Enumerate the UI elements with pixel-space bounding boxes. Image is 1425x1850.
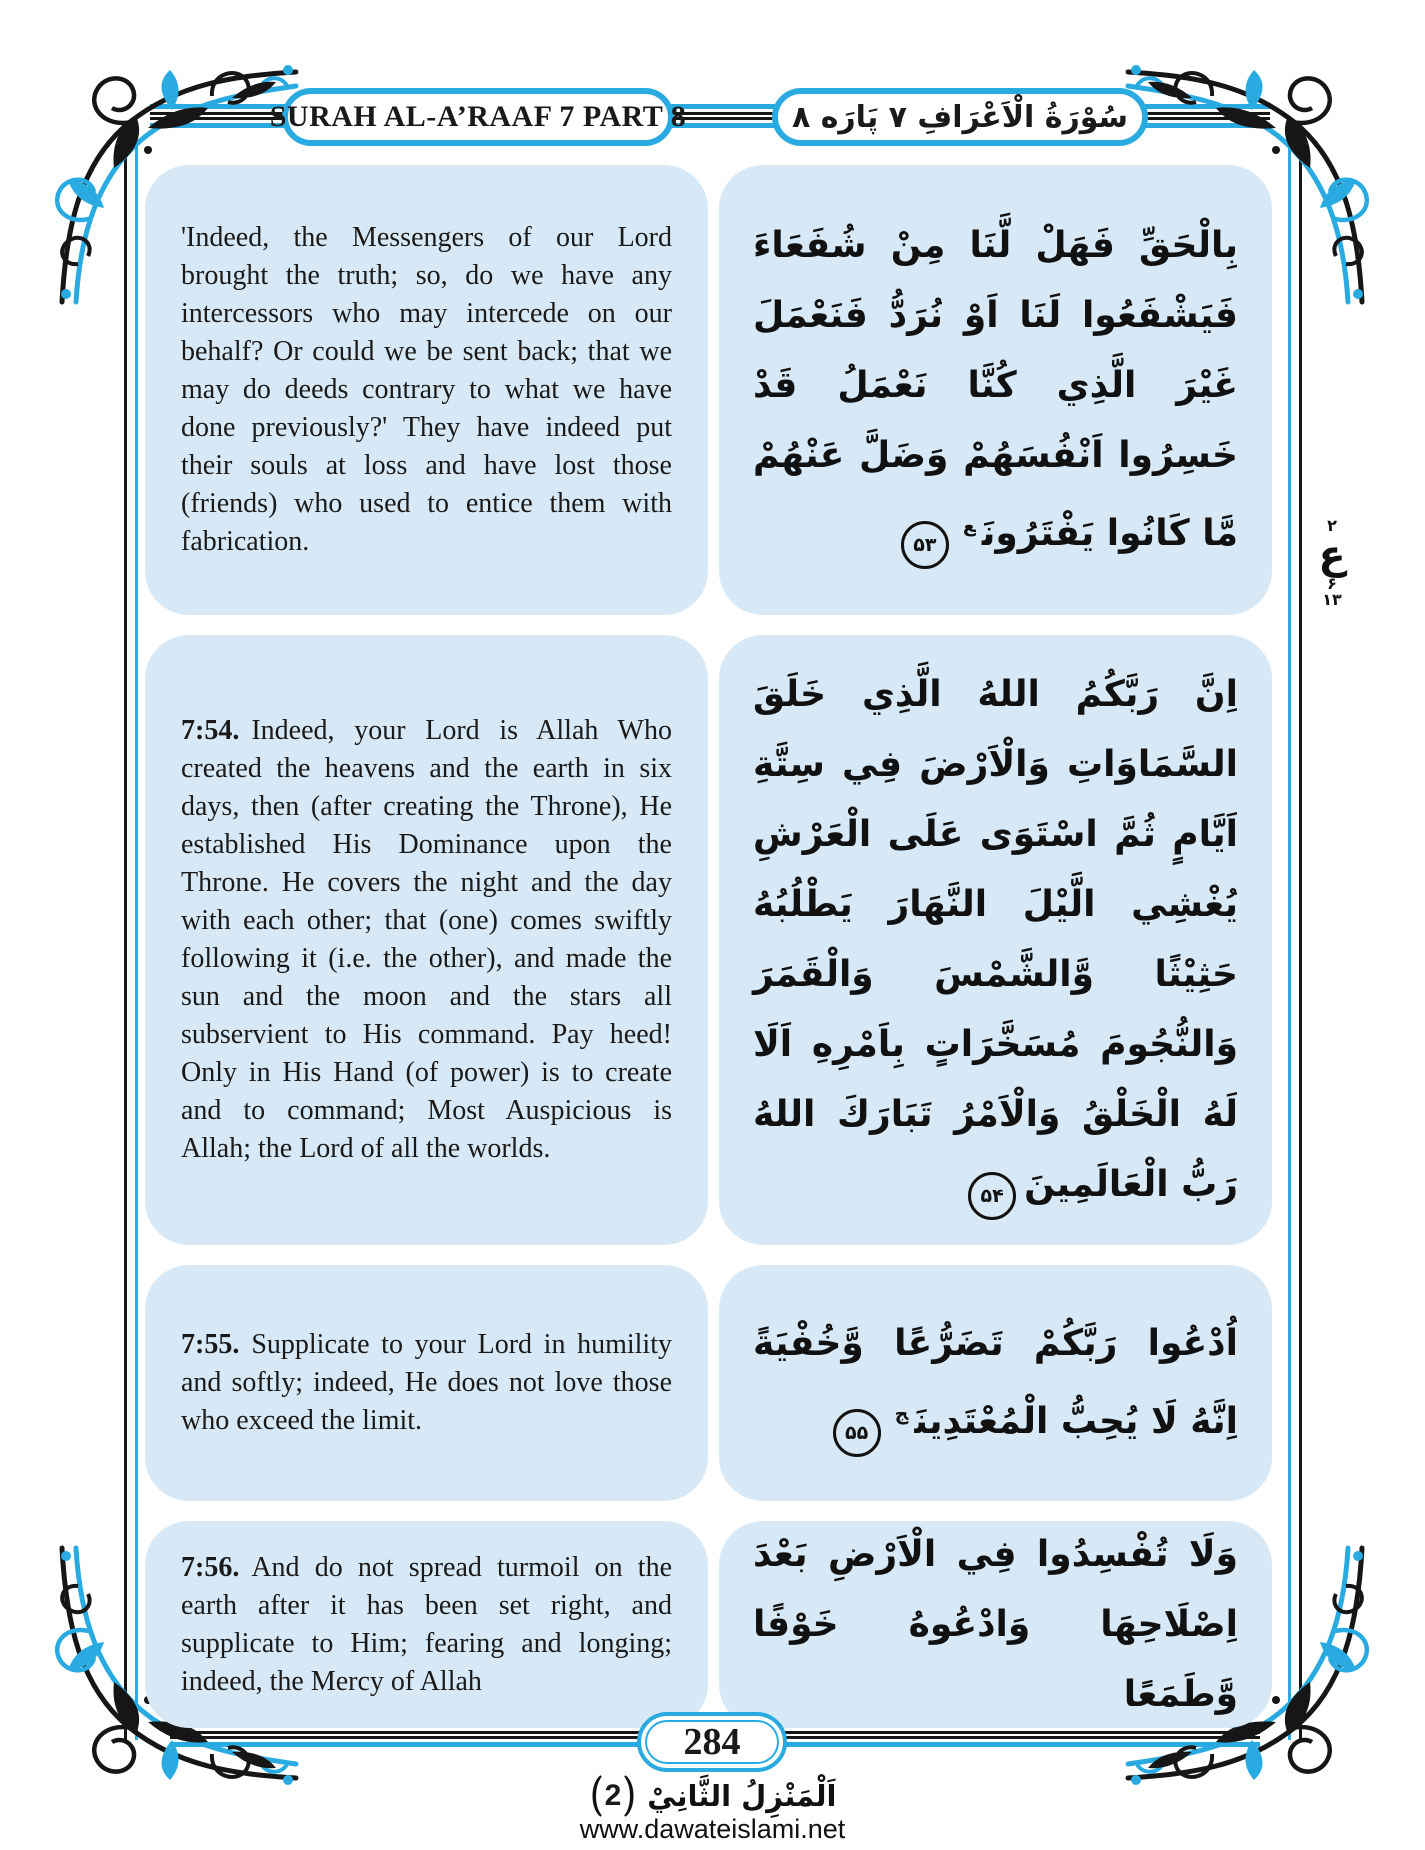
manzil-line (0, 1774, 1425, 1818)
translation-text: 7:56. And do not spread turmoil on the earth after it has been set right, and supplicate to Him; fearing and longing; indeed, the Mercy of Allah (181, 1551, 672, 1697)
arabic-verse-text: اِنَّ رَبَّكُمُ اللهُ الَّذِي خَلَقَ السَّمَاوَاتِ وَالْاَرْضَ فِي سِتَّةِ اَيَّامٍ ثُمَّ اسْتَوَى عَلَى الْعَرْشِ يُغْشِي الَّيْلَ النَّهَارَ يَطْلُبُهُ حَثِيْثًا وَّالشَّمْسَ وَالْقَمَرَ وَالنُّجُومَ مُسَخَّرَاتٍ بِاَمْرِهِ اَلَا لَهُ الْخَلْقُ وَالْاَمْرُ تَبَارَكَ اللهُ رَبُّ الْعَالَمِينَ۵۴ (753, 660, 1238, 1221)
ruku-margin-marker (1306, 518, 1358, 608)
translation-block (145, 165, 708, 615)
manzil-number: 2 (604, 1779, 622, 1812)
verse-grid (145, 165, 1272, 1728)
ayah-end-medallion: ۵۳ (901, 521, 949, 569)
left-frame-line-outer (124, 140, 127, 1740)
manzil-title-arabic: اَلْمَنْزِلُ الثَّانِيْ (647, 1779, 837, 1813)
page-number-pill (637, 1712, 787, 1772)
right-frame-line-outer (1299, 140, 1302, 1740)
right-frame-line-inner (1288, 140, 1291, 1740)
verse-number: 7:54. (181, 715, 240, 746)
ain-ruku-icon: ع (1318, 532, 1346, 578)
header-title-english (269, 88, 687, 146)
surah-title-arabic: سُوْرَةُ الْاَعْرَافِ ٧ پَارَه ٨ (791, 99, 1129, 135)
translation-text: 7:54. Indeed, your Lord is Allah Who created the heavens and the earth in six days, then (after creating the Throne), He established His Dominance upon the Throne. He covers the night and the day with each other; that (one) comes swiftly following it (i.e. the other), and made the sun and the moon and the stars all subservient to His command. Pay heed! Only in His Hand (of power) is to create and to command; Most Auspicious is Allah; the Lord of all the worlds. (181, 715, 672, 1164)
translation-text: 'Indeed, the Messengers of our Lord brought the truth; so, do we have any intercessors who may intercede on our behalf? Or could we be sent back; that we may do deeds contrary to what we have done previously?' They have indeed put their souls at loss and have lost those (friends) who used to entice them with fabrication. (181, 222, 672, 557)
ayah-end-medallion: ۵۴ (968, 1172, 1016, 1220)
translation-block (145, 635, 708, 1245)
header-title-arabic (772, 88, 1148, 146)
verse-number: 7:55. (181, 1329, 240, 1360)
arabic-verse-text: بِالْحَقِّ فَهَلْ لَّنَا مِنْ شُفَعَاءَ فَيَشْفَعُوا لَنَا اَوْ نُرَدُّ فَنَعْمَلَ غَيْرَ الَّذِي كُنَّا نَعْمَلُ قَدْ خَسِرُوا اَنْفُسَهُمْ وَضَلَّ عَنْهُمْ مَّا كَانُوا يَفْتَرُونَ$^ع$۵۳ (753, 211, 1238, 570)
ruku-count-middle: ۶ (1327, 574, 1337, 593)
arabic-verse-block (719, 635, 1272, 1245)
arabic-verse-block (719, 1521, 1272, 1728)
ornate-bracket-right-icon (623, 1774, 637, 1818)
surah-title-english: SURAH AL-A’RAAF 7 PART 8 (269, 100, 687, 133)
translation-block (145, 1521, 708, 1728)
translation-block (145, 1265, 708, 1501)
page-number: 284 (683, 1721, 741, 1763)
manzil-number-marker (589, 1774, 638, 1818)
arabic-verse-text: وَلَا تُفْسِدُوا فِي الْاَرْضِ بَعْدَ اِصْلَاحِهَا وَادْعُوهُ خَوْفًا وَّطَمَعًا (753, 1533, 1238, 1715)
verse-number: 7:56. (181, 1551, 240, 1583)
arabic-verse-text: اُدْعُوا رَبَّكُمْ تَضَرُّعًا وَّخُفْيَةً اِنَّهُ لَا يُحِبُّ الْمُعْتَدِينَ$^ج$۵۵ (753, 1309, 1238, 1458)
left-frame-line-inner (135, 140, 138, 1740)
ayah-end-medallion: ۵۵ (833, 1409, 881, 1457)
arabic-verse-block (719, 165, 1272, 615)
ruku-count-top: ۲ (1327, 516, 1337, 535)
arabic-verse-block (719, 1265, 1272, 1501)
ruku-count-bottom: ۱۳ (1322, 590, 1342, 609)
website-url: www.dawateislami.net (579, 1814, 846, 1844)
translation-text: 7:55. Supplicate to your Lord in humility and softly; indeed, He does not love those who exceed the limit. (181, 1329, 672, 1436)
ornate-bracket-left-icon (589, 1774, 603, 1818)
pause-mark: ج (894, 1402, 909, 1425)
pause-mark: ع (962, 514, 976, 537)
